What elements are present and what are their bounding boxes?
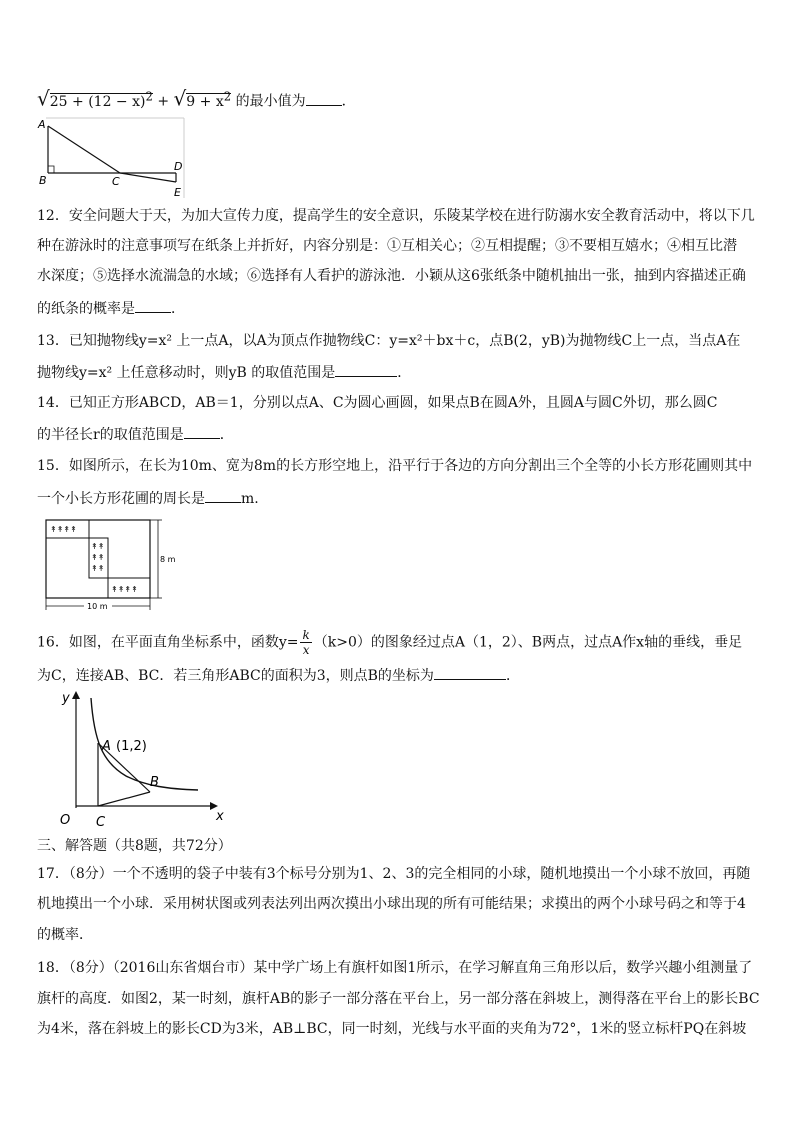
label-d: D — [174, 160, 183, 173]
sqrt-icon: √ — [173, 86, 187, 111]
q13-line-1: 13．已知抛物线y=x² 上一点A，以A为顶点作抛物线C：y=x²＋bx＋c，点B(2，yB)为抛物线C上一点，当点A在 — [37, 333, 741, 349]
q15-line-2: 一个小长方形花圃的周长是 m. — [37, 488, 259, 509]
point-b-label: B — [150, 775, 159, 790]
svg-text:↟↟: ↟↟ — [91, 553, 105, 562]
svg-text:↟↟↟↟: ↟↟↟↟ — [111, 585, 138, 594]
q11-figure — [36, 116, 186, 200]
label-b: B — [39, 174, 47, 187]
q18-line-2: 旗杆的高度．如图2，某一时刻，旗杆AB的影子一部分落在平台上，另一部分落在斜坡上，测得落在平台上的影长BC — [37, 991, 760, 1007]
q13-line-2: 抛物线y=x² 上任意移动时，则yB 的取值范围是 ． — [37, 362, 411, 383]
axis-x-label: x — [216, 809, 224, 824]
axis-y-label: y — [62, 691, 70, 706]
q15-figure — [40, 518, 180, 612]
fraction: $\frac{k}{x}$ — [302, 628, 310, 657]
q11-tail: 的最小值为 — [235, 93, 306, 110]
answer-blank — [306, 91, 342, 106]
q12-line-2: 种在游泳时的注意事项写在纸条上并折好，内容分别是：①互相关心；②互相提醒；③不要相互嬉水；④相互比潜 — [37, 238, 737, 254]
q16-graph — [38, 688, 228, 832]
q18-line-3: 为4米，落在斜坡上的影长CD为3米，AB⊥BC，同一时刻，光线与水平面的夹角为72°，1米的竖立标杆PQ在斜坡 — [37, 1021, 747, 1037]
q18-line-1: 18．（8分）（2016山东省烟台市）某中学广场上有旗杆如图1所示，在学习解直角三角形以后，数学兴趣小组测量了 — [37, 960, 753, 976]
q16-line-1: 16．如图，在平面直角坐标系中，函数y= $\frac{k}{x}$ （k>0）的图象经过点A（1，2）、B两点，过点A作x轴的垂线，垂足 — [37, 628, 743, 657]
answer-blank — [184, 424, 220, 439]
q14-line-1: 14．已知正方形ABCD，AB＝1，分别以点A、C为圆心画圆，如果点B在圆A外，且圆A与圆C外切，那么圆C — [37, 395, 718, 411]
origin-label: O — [60, 813, 71, 828]
label-e: E — [174, 186, 181, 199]
q16-line-2: 为C，连接AB、BC．若三角形ABC的面积为3，则点B的坐标为 ． — [37, 665, 520, 686]
q12-line-4: 的纸条的概率是 ． — [37, 298, 185, 319]
answer-blank — [434, 665, 506, 680]
dim-height: 8 m — [160, 555, 176, 564]
q12-line-1: 12．安全问题大于天，为加大宣传力度，提高学生的安全意识，乐陵某学校在进行防溺水安全教育活动中，将以下几 — [37, 208, 755, 224]
q11-radicand-1: $25 + (12 - x)^2$ — [49, 89, 153, 110]
answer-blank — [135, 298, 171, 313]
q17-line-2: 机地摸出一个小球．采用树状图或列表法列出两次摸出小球出现的所有可能结果；求摸出的两个小球号码之和等于4 — [37, 896, 746, 912]
q12-line-3: 水深度；⑤选择水流湍急的水域；⑥选择有人看护的游泳池．小颖从这6张纸条中随机抽出一张，抽到内容描述正确 — [37, 268, 746, 284]
q15-line-1: 15．如图所示，在长为10m、宽为8m的长方形空地上，沿平行于各边的方向分割出三个全等的小长方形花圃则其中 — [37, 458, 753, 474]
label-a: A — [38, 118, 46, 131]
point-a-coord: (1,2) — [116, 739, 147, 754]
svg-text:↟↟↟↟: ↟↟↟↟ — [50, 525, 77, 534]
q17-line-1: 17．（8分）一个不透明的袋子中装有3个标号分别为1、2、3的完全相同的小球，随机地摸出一个小球不放回，再随 — [37, 866, 751, 882]
q17-line-3: 的概率． — [37, 927, 93, 943]
point-a-label: A — [102, 739, 111, 754]
q14-line-2: 的半径长r的取值范围是 ． — [37, 424, 234, 445]
q11-formula-line: $√25 + (12 - x)^2 + √9 + x^2$ 的最小值为 ． — [37, 86, 356, 111]
answer-blank — [205, 488, 241, 503]
svg-text:↟↟: ↟↟ — [91, 564, 105, 573]
flower-icon — [50, 525, 138, 594]
label-c: C — [112, 175, 120, 188]
dim-width: 10 m — [87, 602, 108, 611]
point-c-label: C — [96, 815, 106, 830]
answer-blank — [335, 362, 397, 377]
q11-radicand-2: $9 + x^2$ — [186, 89, 232, 110]
sqrt-icon: √ — [37, 86, 50, 111]
section-heading: 三、解答题（共8题，共72分） — [37, 838, 232, 854]
svg-text:↟↟: ↟↟ — [91, 542, 105, 551]
